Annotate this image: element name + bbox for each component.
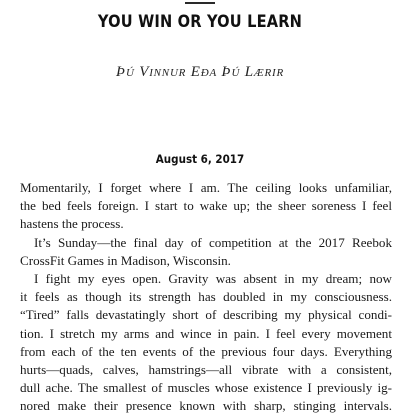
body-text-line: nored make their presence known with sharp, stinging intervals.: [20, 398, 392, 414]
body-text-line: hastens the process.: [20, 216, 124, 232]
chapter-title: YOU WIN OR YOU LEARN: [97, 12, 303, 32]
body-text-line: tion. I stretch my arms and wince in pain. I feel every movement: [20, 325, 392, 341]
body-text-line: the bed feels foreign. I start to wake up; the sheer soreness I feel: [20, 198, 392, 214]
body-text-line: “Tired” falls devastatingly short of describing my physical condi-: [20, 307, 392, 323]
body-text-line: I fight my eyes open. Gravity was absent in my dream; now: [34, 271, 392, 287]
entry-date: August 6, 2017: [155, 152, 245, 166]
body-text-line: dull ache. The smallest of muscles whose existence I previously ig-: [20, 380, 392, 396]
chapter-ornament-rule: [185, 2, 215, 4]
body-text-line: it feels as though its strength has doubled in my consciousness.: [20, 289, 392, 305]
chapter-subtitle: Þú Vinnur Eða Þú Lærir: [115, 64, 285, 80]
body-text-line: Momentarily, I forget where I am. The ceiling looks unfamiliar,: [20, 180, 392, 195]
body-text-line: It’s Sunday—the final day of competition at the 2017 Reebok: [34, 234, 392, 250]
body-text-line: hurts—quads, calves, hamstrings—all vibrate with a consistent,: [20, 362, 392, 378]
body-text: [20, 179, 392, 416]
body-text-line: from each of the ten events of the previous four days. Everything: [20, 343, 392, 359]
body-text-line: CrossFit Games in Madison, Wisconsin.: [20, 252, 231, 268]
